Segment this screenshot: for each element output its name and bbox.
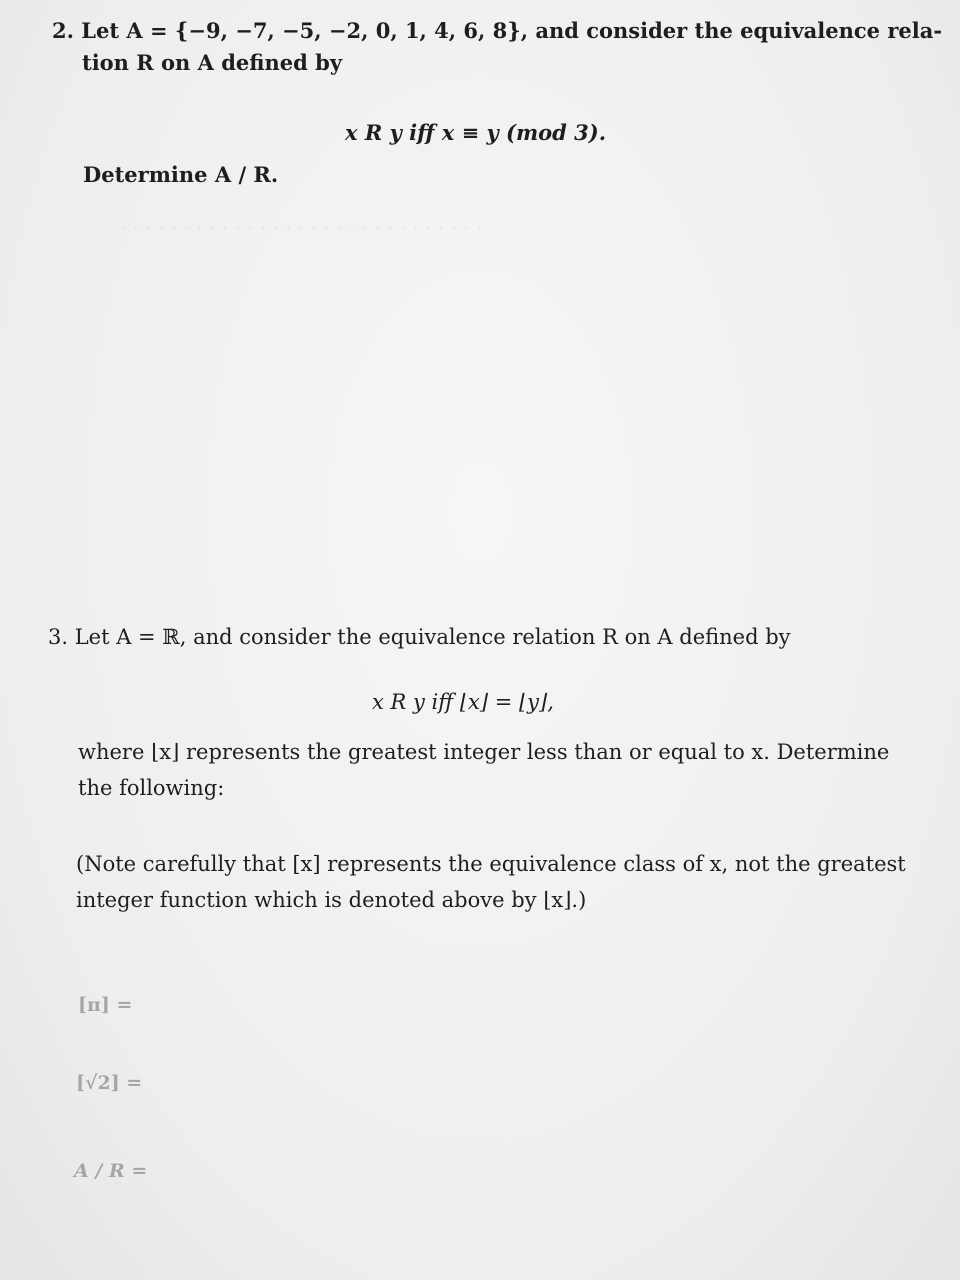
problem-3-note-line-1: (Note carefully that [x] represents the equivalence class of x, not the greatest bbox=[76, 852, 906, 876]
answer-label-class-of-sqrt2: [√2] = bbox=[76, 1072, 143, 1094]
problem-3-statement-line-3: the following: bbox=[78, 776, 225, 800]
problem-3-statement-line-1: 3. Let A = ℝ, and consider the equivalence relation R on A defined by bbox=[48, 625, 791, 649]
problem-2-statement-line-2: tion R on A defined by bbox=[82, 50, 343, 75]
problem-2-statement-line-1: 2. Let A = {−9, −7, −5, −2, 0, 1, 4, 6, 8}, and consider the equivalence rela- bbox=[52, 18, 943, 43]
problem-2-relation: x R y iff x ≡ y (mod 3). bbox=[345, 120, 607, 145]
problem-3-note-line-2: integer function which is denoted above by ⌊x⌋.) bbox=[76, 888, 587, 912]
problem-3-statement-line-2: where ⌊x⌋ represents the greatest integer less than or equal to x. Determine bbox=[78, 740, 890, 764]
bleed-through-text: · · · · · · · · · · · · · · · · · · · · · · · · · · · · · bbox=[120, 215, 483, 239]
answer-label-quotient-set: A / R = bbox=[74, 1160, 148, 1182]
problem-3-relation: x R y iff ⌊x⌋ = ⌊y⌋, bbox=[372, 690, 554, 714]
answer-label-class-of-pi: [π] = bbox=[78, 994, 133, 1016]
problem-2-prompt: Determine A / R. bbox=[83, 162, 279, 187]
